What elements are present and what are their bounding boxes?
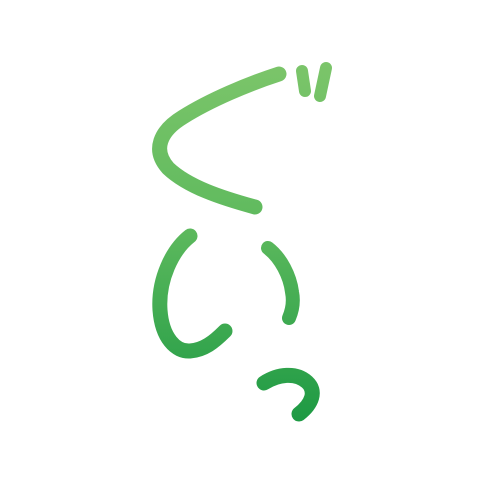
i-left-stroke <box>160 236 225 351</box>
small-tsu-stroke <box>264 375 312 414</box>
gu-dakuten-mark-2 <box>320 68 326 96</box>
gu-dakuten-mark-1 <box>302 71 305 91</box>
i-right-stroke <box>268 248 293 318</box>
gu-main-stroke <box>160 74 279 207</box>
